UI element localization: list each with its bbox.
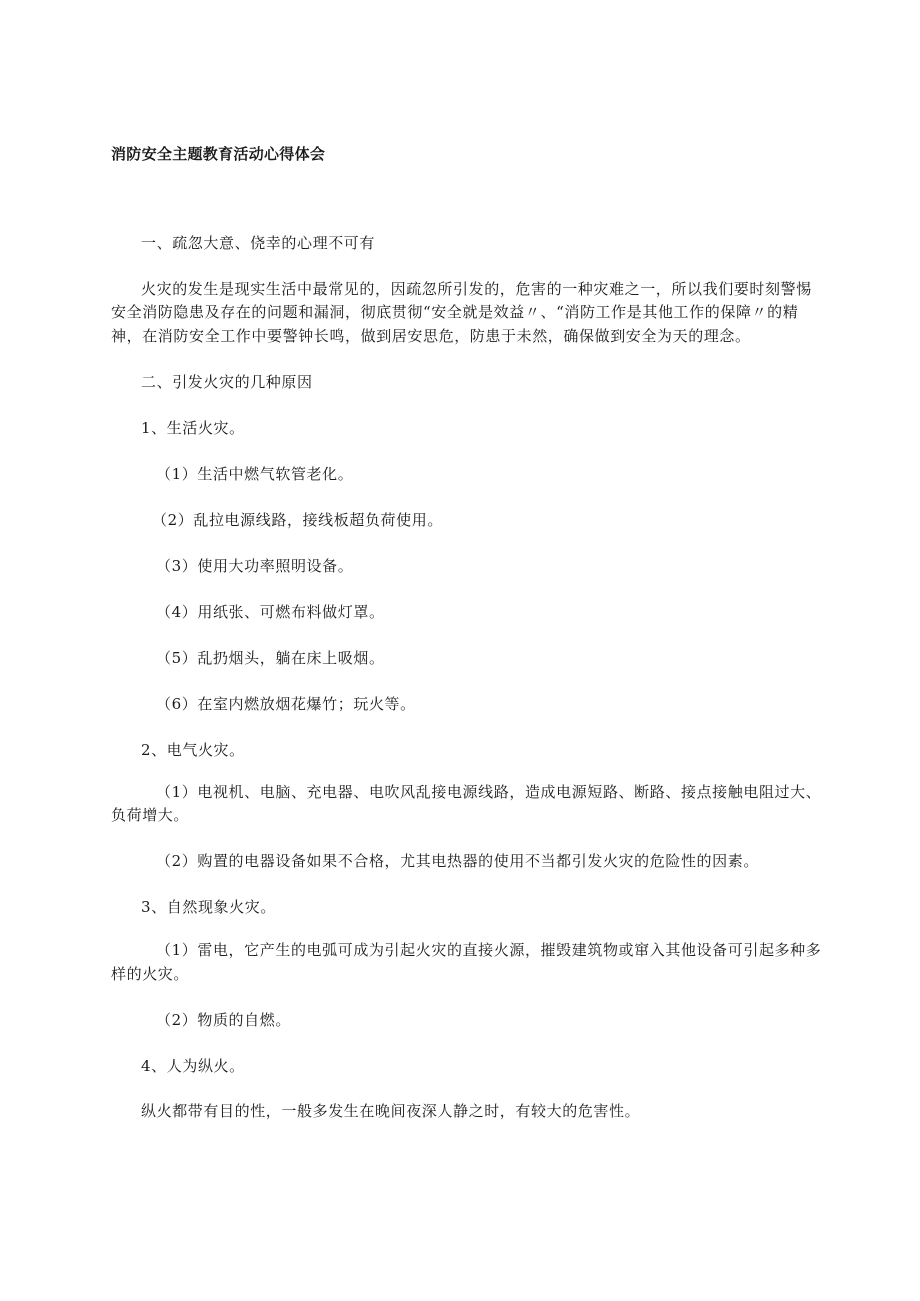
list-item: （4）用纸张、可燃布料做灯罩。 bbox=[156, 603, 385, 621]
paragraph-1-line-2: 安全消防隐患及存在的问题和漏洞，彻底贯彻“安全就是效益〃、“消防工作是其他工作的保障〃的精 bbox=[111, 303, 799, 321]
subsection-heading-2: 2、电气火灾。 bbox=[141, 741, 245, 759]
list-item: （1）生活中燃气软管老化。 bbox=[156, 465, 354, 483]
paragraph-1-line-3: 神，在消防安全工作中要警钟长鸣，做到居安思危，防患于未然，确保做到安全为天的理念。 bbox=[111, 327, 751, 345]
list-item: （2）乱拉电源线路，接线板超负荷使用。 bbox=[152, 511, 443, 529]
list-item: （1）雷电，它产生的电弧可成为引起火灾的直接火源，摧毁建筑物或窜入其他设备可引起多种多 bbox=[156, 941, 822, 959]
list-item: （5）乱扔烟头，躺在床上吸烟。 bbox=[156, 649, 385, 667]
list-item: （1）电视机、电脑、充电器、电吹风乱接电源线路，造成电源短路、断路、接点接触电阻过大、 bbox=[156, 783, 822, 801]
subsection-heading-3: 3、自然现象火灾。 bbox=[141, 898, 276, 916]
list-item: （2）购置的电器设备如果不合格，尤其电热器的使用不当都引发火灾的危险性的因素。 bbox=[156, 852, 759, 870]
section-heading-2: 二、引发火灾的几种原因 bbox=[141, 373, 313, 391]
subsection-heading-1: 1、生活火灾。 bbox=[141, 419, 245, 437]
list-item-continuation: 负荷增大。 bbox=[111, 806, 190, 824]
section-heading-1: 一、疏忽大意、侥幸的心理不可有 bbox=[141, 234, 376, 252]
list-item: （2）物质的自燃。 bbox=[156, 1011, 291, 1029]
list-item-continuation: 样的火灾。 bbox=[111, 965, 190, 983]
list-item: （3）使用大功率照明设备。 bbox=[156, 557, 354, 575]
subsection-heading-4: 4、人为纵火。 bbox=[141, 1057, 245, 1075]
document-title: 消防安全主题教育活动心得体会 bbox=[111, 145, 326, 163]
list-item: （6）在室内燃放烟花爆竹；玩火等。 bbox=[156, 695, 416, 713]
paragraph-1-line-1: 火灾的发生是现实生活中最常见的，因疏忽所引发的，危害的一种灾难之一，所以我们要时刻警惕 bbox=[141, 280, 812, 298]
paragraph-text: 纵火都带有目的性，一般多发生在晚间夜深人静之时，有较大的危害性。 bbox=[141, 1102, 641, 1120]
